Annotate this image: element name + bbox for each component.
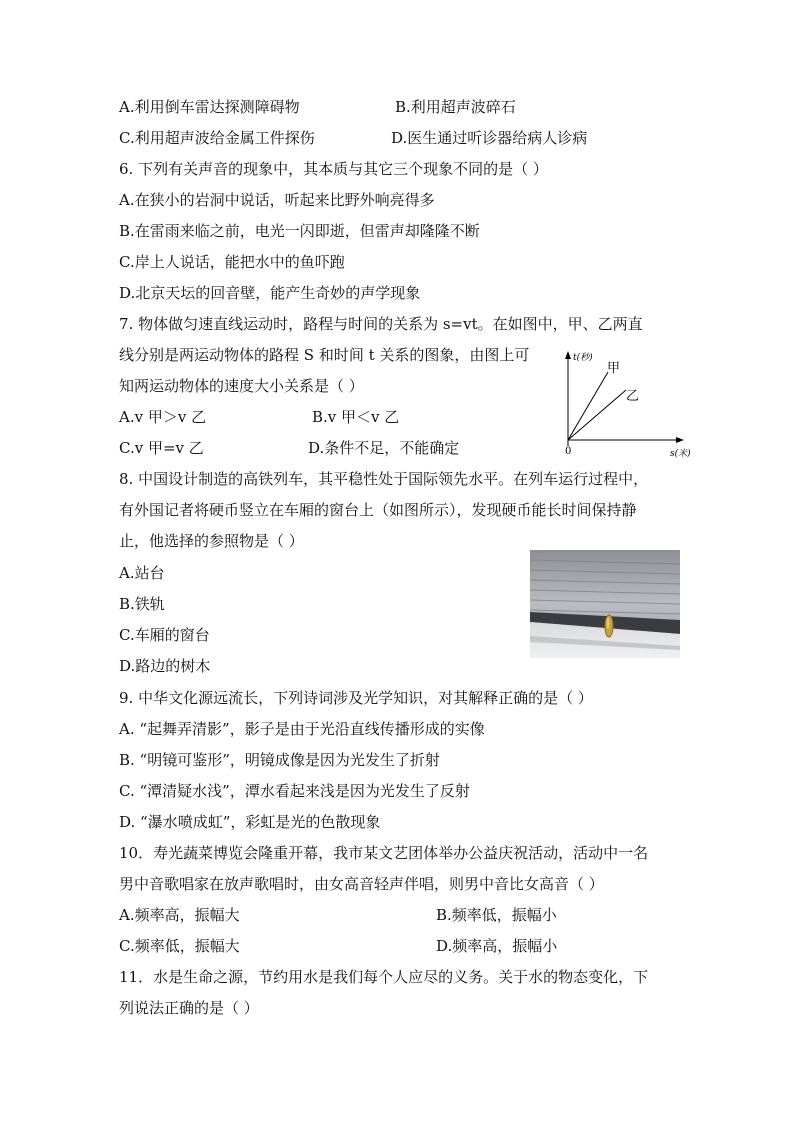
q10-option-a: A.频率高，振幅大 [119, 906, 240, 924]
q10-option-b: B.频率低，振幅小 [436, 906, 557, 924]
q6-option-d: D.北京天坛的回音壁，能产生奇妙的声学现象 [119, 284, 421, 302]
q10-stem-line-1: 10．寿光蔬菜博览会隆重开幕，我市某文艺团体举办公益庆祝活动，活动中一名 [119, 844, 649, 862]
q6-option-c: C.岸上人说话，能把水中的鱼吓跑 [119, 253, 345, 271]
q7-stem-line-3: 知两运动物体的速度大小关系是（ ） [119, 377, 364, 395]
q8-stem-line-1: 8. 中国设计制造的高铁列车，其平稳性处于国际领先水平。在列车运行过程中， [119, 470, 649, 488]
q9-option-d: D. “瀑水喷成虹”，彩虹是光的色散现象 [119, 813, 381, 831]
q6-option-b: B.在雷雨来临之前，电光一闪即逝，但雷声却隆隆不断 [119, 222, 480, 240]
graph-line-yi-label: 乙 [626, 389, 640, 404]
q6-option-a: A.在狭小的岩洞中说话，听起来比野外响亮得多 [119, 191, 435, 209]
q7-option-c: C.v 甲=v 乙 [119, 439, 204, 457]
q5-option-c: C.利用超声波给金属工件探伤 [119, 129, 315, 147]
coin-highlight [607, 617, 610, 629]
graph-line-yi [568, 390, 626, 440]
q7-option-a: A.v 甲＞v 乙 [119, 408, 207, 426]
q9-option-c: C. “潭清疑水浅”，潭水看起来浅是因为光发生了反射 [119, 782, 470, 800]
graph-line-jia [568, 372, 608, 440]
q8-option-d: D.路边的树木 [119, 657, 211, 675]
q9-stem: 9. 中华文化源远流长，下列诗词涉及光学知识，对其解释正确的是（ ） [119, 689, 593, 707]
q8-option-b: B.铁轨 [119, 595, 165, 613]
q8-option-c: C.车厢的窗台 [119, 626, 210, 644]
coin-on-windowsill-photo [530, 550, 680, 658]
q5-option-d: D.医生通过听诊器给病人诊病 [391, 129, 588, 147]
graph-origin-label: 0 [565, 446, 572, 457]
q8-option-a: A.站台 [119, 564, 165, 582]
q7-option-d: D.条件不足，不能确定 [308, 439, 460, 457]
q7-option-b: B.v 甲＜v 乙 [312, 408, 400, 426]
q8-stem-line-2: 有外国记者将硬币竖立在车厢的窗台上（如图所示），发现硬币能长时间保持静 [119, 501, 637, 519]
q6-stem: 6. 下列有关声音的现象中，其本质与其它三个现象不同的是（ ） [119, 160, 548, 178]
q5-option-b: B.利用超声波碎石 [395, 98, 516, 116]
q11-stem-line-2: 列说法正确的是（ ） [119, 999, 259, 1017]
q9-option-b: B. “明镜可鉴形”，明镜成像是因为光发生了折射 [119, 751, 440, 769]
graph-x-axis-label: s(米) [670, 449, 691, 459]
q10-option-c: C.频率低，振幅大 [119, 937, 240, 955]
q7-stem-line-2: 线分别是两运动物体的路程 S 和时间 t 关系的图象，由图上可 [119, 346, 530, 364]
graph-y-axis-arrow [565, 351, 571, 359]
q9-option-a: A. “起舞弄清影”，影子是由于光沿直线传播形成的实像 [119, 720, 485, 738]
graph-y-axis-label: t(秒) [573, 353, 593, 363]
q7-stem-line-1: 7. 物体做匀速直线运动时，路程与时间的关系为 s=vt。在如图中，甲、乙两直 [119, 315, 643, 333]
q8-stem-line-3: 止，他选择的参照物是（ ） [119, 532, 304, 550]
q11-stem-line-1: 11．水是生命之源，节约用水是我们每个人应尽的义务。关于水的物态变化，下 [119, 968, 649, 986]
st-graph-figure [560, 348, 691, 463]
q10-option-d: D.频率高，振幅小 [436, 937, 558, 955]
q10-stem-line-2: 男中音歌唱家在放声歌唱时，由女高音轻声伴唱，则男中音比女高音（ ） [119, 875, 604, 893]
graph-line-jia-label: 甲 [607, 361, 621, 376]
graph-x-axis-arrow [676, 437, 684, 443]
q5-option-a: A.利用倒车雷达探测障碍物 [119, 98, 300, 116]
